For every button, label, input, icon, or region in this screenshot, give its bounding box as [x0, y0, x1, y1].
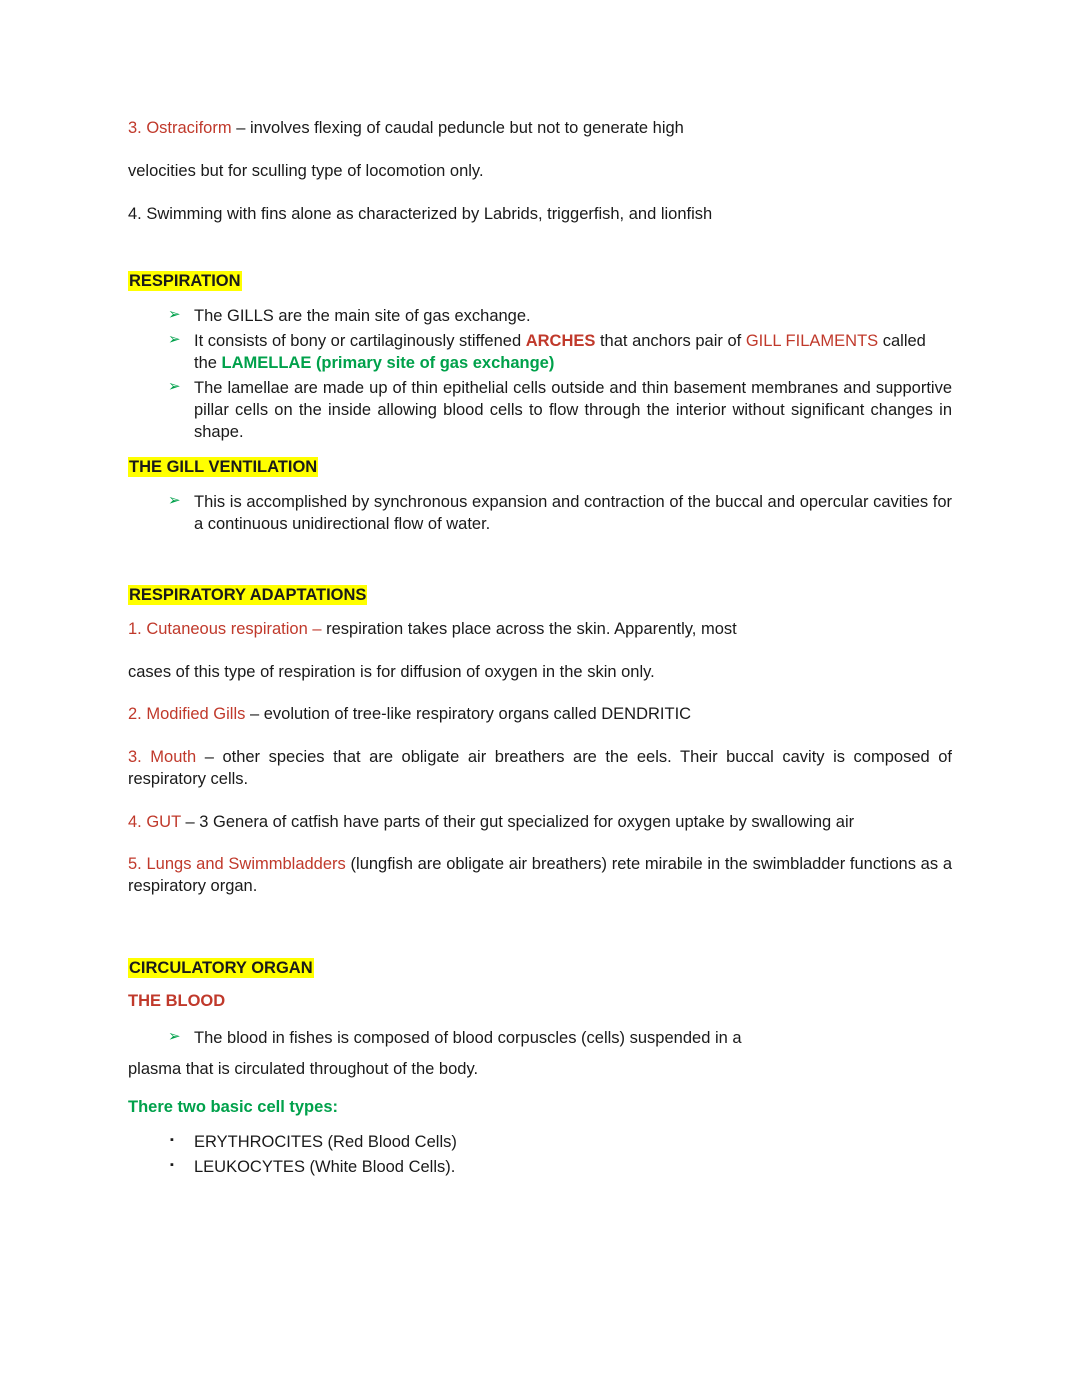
- list-item-text-part: called the: [194, 331, 926, 373]
- respiration-heading: RESPIRATION: [129, 272, 241, 291]
- arrow-bullet-icon: ➢: [168, 306, 181, 324]
- adaptation-item-1-continuation: cases of this type of respiration is for diffusion of oxygen in the skin only.: [128, 662, 655, 681]
- square-bullet-icon: ▪: [170, 1159, 174, 1172]
- locomotion-item-3-continuation: velocities but for sculling type of locomotion only.: [128, 161, 484, 180]
- adaptation-item-4-label: 4. GUT: [128, 812, 181, 831]
- spacer: [128, 246, 952, 272]
- list-item-text: LEUKOCYTES (White Blood Cells).: [194, 1158, 456, 1177]
- square-bullet-icon: ▪: [170, 1134, 174, 1147]
- list-item: [128, 1027, 952, 1049]
- cell-types-heading: There two basic cell types:: [128, 1098, 338, 1117]
- list-item-text-part: ARCHES: [525, 331, 596, 350]
- the-blood-subheading: THE BLOOD: [128, 991, 226, 1010]
- locomotion-item-3-dash: –: [231, 119, 250, 137]
- list-item-text: ERYTHROCITES (Red Blood Cells): [194, 1133, 457, 1152]
- adaptation-item-2-dash: –: [245, 705, 264, 724]
- list-item-text: This is accomplished by synchronous expansion and contraction of the buccal and opercular cavities for a continuous unidirectional flow of water.: [194, 492, 952, 534]
- list-item-text: The lamellae are made up of thin epithelial cells outside and thin basement membranes and supportive pillar cells on the inside allowing blood cells to flow through the interior without significant changes in shape.: [194, 378, 952, 442]
- adaptation-item-1-label: 1. Cutaneous respiration: [128, 619, 308, 638]
- locomotion-item-3-text: involves flexing of caudal peduncle but not to generate high: [249, 119, 684, 137]
- adaptation-item-5-text: (lungfish are obligate air breathers) rete mirabile in the swimbladder functions as a respiratory organ.: [128, 855, 952, 896]
- adaptation-item-2-text: evolution of tree-like respiratory organs called DENDRITIC: [263, 705, 692, 724]
- list-item: [128, 1131, 952, 1154]
- circulatory-organ-heading: CIRCULATORY ORGAN: [129, 958, 313, 977]
- blood-continuation: plasma that is circulated throughout of the body.: [128, 1060, 479, 1079]
- arrow-bullet-icon: ➢: [168, 491, 181, 509]
- locomotion-item-3-label: 3. Ostraciform: [128, 119, 232, 137]
- cell-types-list: [128, 1131, 952, 1179]
- list-item-text-part: that anchors pair of: [595, 331, 746, 350]
- list-item-text: The blood in fishes is composed of blood corpuscles (cells) suspended in a: [194, 1028, 742, 1047]
- adaptation-item-3-dash: –: [196, 748, 223, 767]
- list-item-text-part: LAMELLAE (primary site of gas exchange): [221, 354, 555, 373]
- list-item-text-part: It consists of bony or cartilaginously stiffened: [194, 331, 526, 350]
- adaptation-item-5-label: 5. Lungs and Swimmbladders: [128, 855, 346, 874]
- list-item: [128, 330, 952, 375]
- list-item: [128, 305, 952, 327]
- arrow-bullet-icon: ➢: [168, 377, 181, 395]
- spacer: [128, 546, 952, 586]
- spacer: [128, 919, 952, 959]
- respiratory-adaptations-heading: RESPIRATORY ADAPTATIONS: [129, 585, 367, 604]
- adaptation-item-1: [128, 619, 952, 641]
- respiratory-adaptations-heading-wrap: [128, 586, 952, 605]
- list-item-text-part: GILL FILAMENTS: [745, 331, 879, 350]
- circulatory-heading-wrap: [128, 959, 952, 978]
- respiration-bullet-list: [128, 305, 952, 444]
- locomotion-item-3: [128, 118, 952, 140]
- list-item: [128, 491, 952, 536]
- blood-bullet-list: [128, 1027, 952, 1049]
- adaptation-item-1-dash: –: [307, 619, 327, 638]
- list-item: [128, 1156, 952, 1179]
- gill-ventilation-bullet-list: [128, 491, 952, 536]
- adaptation-item-3-text: other species that are obligate air breathers are the eels. Their buccal cavity is composed of respiratory cells.: [128, 748, 952, 788]
- locomotion-item-4: 4. Swimming with fins alone as characterized by Labrids, triggerfish, and lionfish: [128, 204, 713, 223]
- list-item-text: The GILLS are the main site of gas exchange.: [194, 307, 531, 326]
- gill-ventilation-heading: THE GILL VENTILATION: [129, 457, 318, 476]
- adaptation-item-5: [128, 854, 952, 898]
- respiration-heading-wrap: [128, 272, 952, 291]
- gill-ventilation-heading-wrap: [128, 458, 952, 477]
- adaptation-item-2: [128, 704, 952, 726]
- arrow-bullet-icon: ➢: [168, 330, 181, 348]
- adaptation-item-3: [128, 747, 952, 791]
- adaptation-item-3-label: 3. Mouth: [128, 748, 197, 767]
- adaptation-item-2-label: 2. Modified Gills: [128, 705, 246, 724]
- adaptation-item-4-text: 3 Genera of catfish have parts of their gut specialized for oxygen uptake by swallowing air: [199, 812, 855, 831]
- adaptation-item-1-text: respiration takes place across the skin. Apparently, most: [326, 619, 737, 638]
- adaptation-item-4-dash: –: [180, 812, 200, 831]
- adaptation-item-4: [128, 812, 952, 834]
- list-item: [128, 377, 952, 444]
- arrow-bullet-icon: ➢: [168, 1027, 181, 1045]
